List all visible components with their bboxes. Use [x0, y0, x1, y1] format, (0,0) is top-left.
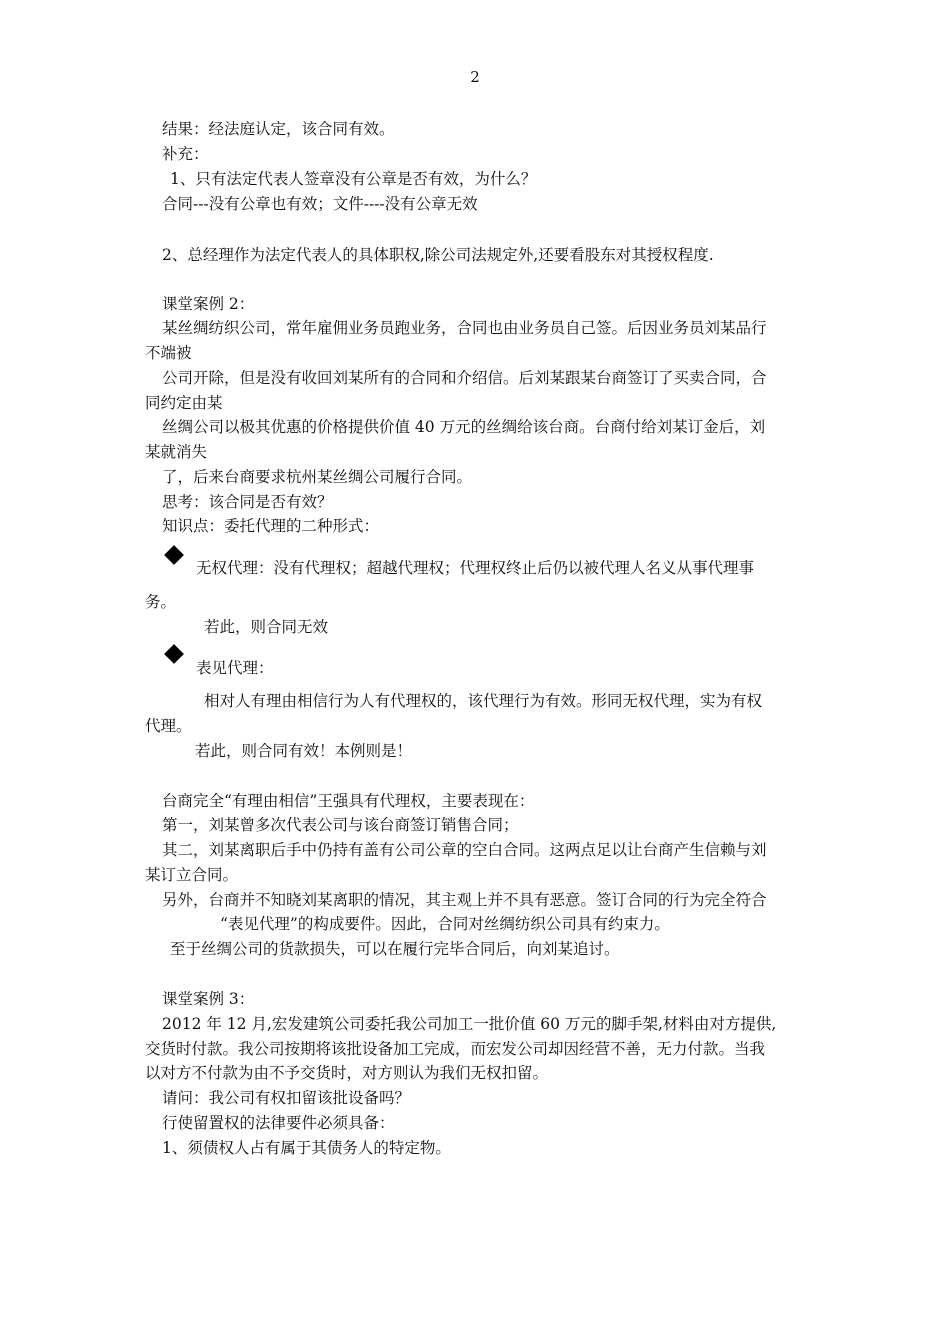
section-heading: 课堂案例 2：: [162, 295, 255, 313]
text-line: 某订立合同。: [145, 866, 239, 884]
text-line: 相对人有理由相信行为人有代理权的，该代理行为有效。形同无权代理，实为有权: [204, 692, 763, 710]
text-line: 了，后来台商要求杭州某丝绸公司履行合同。: [162, 468, 473, 486]
text-line: 思考：该合同是否有效？: [162, 493, 333, 511]
text-line: 结果：经法庭认定，该合同有效。: [162, 120, 395, 138]
text-line: 务。: [145, 593, 177, 611]
text-line: 其二，刘某离职后手中仍持有盖有公司公章的空白合同。这两点足以让台商产生信赖与刘: [162, 841, 767, 859]
text-line: 2012 年 12 月,宏发建筑公司委托我公司加工一批价值 60 万元的脚手架,材料由对方提供,: [162, 1015, 777, 1033]
text-line: 若此，则合同有效！本例则是！: [195, 742, 413, 760]
text-line: 交货时付款。我公司按期将该批设备加工完成，而宏发公司却因经营不善，无力付款。当我: [145, 1040, 766, 1058]
page-number: 2: [470, 68, 480, 86]
text-line: 某丝绸纺织公司，常年雇佣业务员跑业务，合同也由业务员自己签。后因业务员刘某品行: [162, 319, 767, 337]
text-line: 1、须债权人占有属于其债务人的特定物。: [162, 1139, 451, 1157]
text-line: 无权代理：没有代理权；超越代理权；代理权终止后仍以被代理人名义从事代理事: [196, 559, 755, 577]
text-line: 代理。: [145, 717, 192, 735]
text-line: 以对方不付款为由不予交货时，对方则认为我们无权扣留。: [145, 1064, 549, 1082]
text-line: 不端被: [145, 344, 192, 362]
text-line: 2、总经理作为法定代表人的具体职权,除公司法规定外,还要看股东对其授权程度.: [162, 246, 714, 264]
text-line: “表见代理”的构成要件。因此，合同对丝绸纺织公司具有约束力。: [220, 915, 670, 933]
text-line: 行使留置权的法律要件必须具备：: [162, 1114, 395, 1132]
text-line: 台商完全“有理由相信”王强具有代理权，主要表现在：: [162, 792, 535, 810]
text-line: 第一，刘某曾多次代表公司与该台商签订销售合同；: [162, 816, 519, 834]
text-line: 表见代理：: [196, 659, 274, 677]
text-line: 若此，则合同无效: [204, 618, 329, 636]
text-line: 1、只有法定代表人签章没有公章是否有效，为什么？: [170, 170, 537, 188]
text-line: 另外，台商并不知晓刘某离职的情况，其主观上并不具有恶意。签订合同的行为完全符合: [162, 891, 767, 909]
diamond-bullet-icon: [164, 644, 184, 664]
text-line: 至于丝绸公司的货款损失，可以在履行完毕合同后，向刘某追讨。: [170, 940, 620, 958]
text-line: 同约定由某: [145, 394, 223, 412]
diamond-bullet-icon: [164, 545, 184, 565]
text-line: 公司开除，但是没有收回刘某所有的合同和介绍信。后刘某跟某台商签订了买卖合同，合: [162, 369, 767, 387]
text-line: 请问：我公司有权扣留该批设备吗？: [162, 1089, 411, 1107]
text-line: 补充：: [162, 145, 209, 163]
text-line: 知识点：委托代理的二种形式：: [162, 517, 380, 535]
text-line: 丝绸公司以极其优惠的价格提供价值 40 万元的丝绸给该台商。台商付给刘某订金后，刘: [162, 418, 766, 436]
section-heading: 课堂案例 3：: [162, 990, 255, 1008]
text-line: 某就消失: [145, 443, 208, 461]
text-line: 合同---没有公章也有效；文件----没有公章无效: [162, 195, 478, 213]
